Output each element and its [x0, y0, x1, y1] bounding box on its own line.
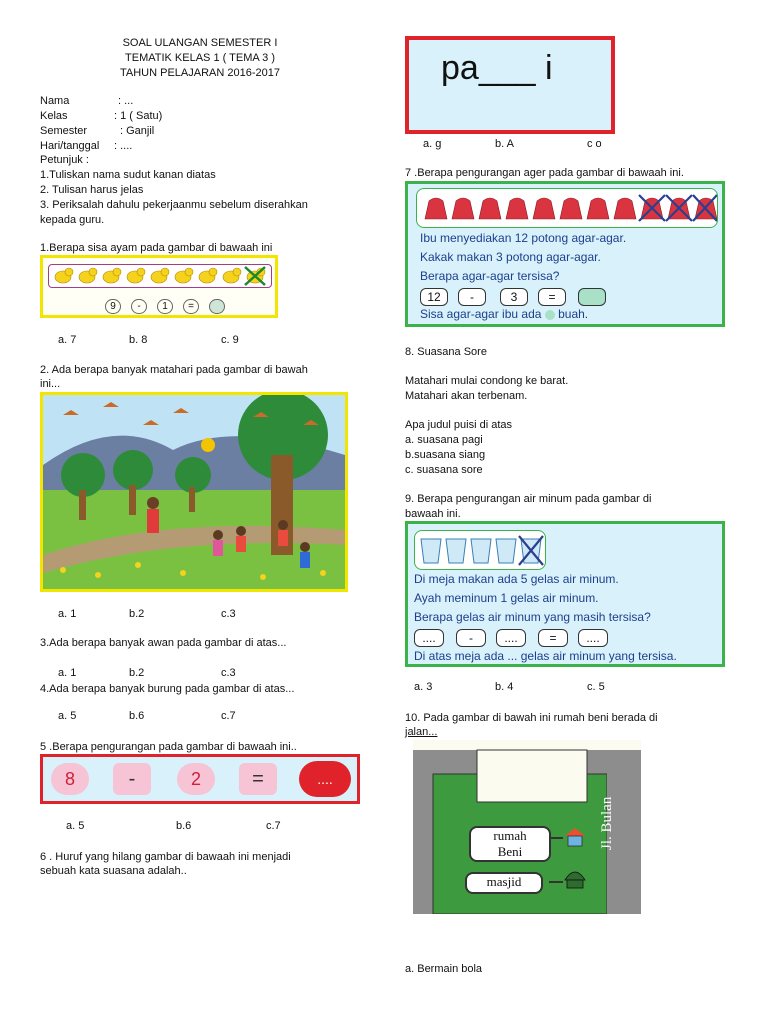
q1-option-b[interactable]: b. 8: [129, 334, 148, 346]
q10-text-2: jalan...: [405, 726, 438, 738]
q6-option-c[interactable]: c o: [587, 138, 602, 150]
instruction-3: 3. Periksalah dahulu pekerjaanmu sebelum diserahkan: [40, 199, 308, 211]
q5-eq-equals: =: [239, 763, 277, 795]
q8-option-a[interactable]: a. suasana pagi: [405, 434, 483, 446]
q9-line-1: Di meja makan ada 5 gelas air minum.: [414, 572, 619, 586]
header-line-3: TAHUN PELAJARAN 2016-2017: [120, 67, 280, 79]
q3-option-c[interactable]: c.3: [221, 667, 236, 679]
q4-option-c[interactable]: c.7: [221, 710, 236, 722]
q6-word: pa___ i: [441, 49, 553, 87]
q5-eq-2: 2: [177, 763, 215, 795]
instruction-4: kepada guru.: [40, 214, 105, 226]
q6-option-b[interactable]: b. A: [495, 138, 514, 150]
nama-value: : ...: [118, 95, 134, 107]
q1-answer-blank: [209, 299, 225, 314]
q7-text: 7 .Berapa pengurangan ager pada gambar di bawaah ini.: [405, 167, 684, 179]
q1-eq-equals: =: [183, 299, 199, 314]
q1-eq-9: 9: [105, 299, 121, 314]
q5-answer-blank: ....: [299, 761, 351, 797]
rumah-label-line-1: rumah: [493, 828, 527, 843]
masjid-label: masjid: [465, 872, 543, 894]
hari-value: : ....: [114, 140, 133, 152]
q1-text: 1.Berapa sisa ayam pada gambar di bawaah ini: [40, 242, 273, 254]
q7-answer-dot: [545, 310, 555, 320]
q1-eq-1: 1: [157, 299, 173, 314]
q3-text: 3.Ada berapa banyak awan pada gambar di atas...: [40, 637, 287, 649]
q8-question: Apa judul puisi di atas: [405, 419, 513, 431]
glasses-frame: [414, 530, 546, 570]
q5-eq-8: 8: [51, 763, 89, 795]
q9-eq-minus: -: [456, 629, 486, 647]
q2-option-a[interactable]: a. 1: [58, 608, 77, 620]
q6-text-1: 6 . Huruf yang hilang gambar di bawaah ini menjadi: [40, 851, 291, 863]
rumah-label-line-2: Beni: [497, 844, 523, 859]
hari-label: Hari/tanggal: [40, 140, 100, 152]
q5-eq-minus: -: [113, 763, 151, 795]
q8-poem-1: Matahari mulai condong ke barat.: [405, 375, 569, 387]
q1-chicks-picture: [40, 255, 278, 318]
q8-poem-2: Matahari akan terbenam.: [405, 390, 528, 402]
q7-line-1: Ibu menyediakan 12 potong agar-agar.: [420, 231, 627, 245]
q7-line-2: Kakak makan 3 potong agar-agar.: [420, 250, 601, 264]
q5-text: 5 .Berapa pengurangan pada gambar di bawaah ini..: [40, 741, 297, 753]
q5-option-c[interactable]: c.7: [266, 820, 281, 832]
q1-option-c[interactable]: c. 9: [221, 334, 239, 346]
petunjuk-label: Petunjuk :: [40, 154, 89, 166]
chicks-frame: [48, 264, 272, 288]
q9-answer-line: Di atas meja ada ... gelas air minum yang tersisa.: [414, 649, 677, 663]
q7-answer-line: [420, 307, 588, 321]
q10-option-a[interactable]: a. Bermain bola: [405, 963, 483, 975]
q1-eq-minus: -: [131, 299, 147, 314]
rumah-beni-label: [469, 826, 551, 862]
nama-label: Nama: [40, 95, 70, 107]
semester-label: Semester: [40, 125, 88, 137]
q4-text: 4.Ada berapa banyak burung pada gambar di atas...: [40, 683, 295, 695]
q1-option-a[interactable]: a. 7: [58, 334, 77, 346]
q9-option-a[interactable]: a. 3: [414, 681, 433, 693]
header-line-1: SOAL ULANGAN SEMESTER I: [122, 37, 278, 49]
q7-eq-3: 3: [500, 288, 528, 306]
q7-answer-b: buah.: [558, 307, 589, 321]
q9-option-c[interactable]: c. 5: [587, 681, 605, 693]
q8-title: 8. Suasana Sore: [405, 346, 487, 358]
q8-option-c[interactable]: c. suasana sore: [405, 464, 483, 476]
q7-answer-blank: [578, 288, 606, 306]
q3-option-a[interactable]: a. 1: [58, 667, 77, 679]
park-scene-illustration: [43, 395, 345, 589]
q7-eq-equals: =: [538, 288, 566, 306]
q9-eq-blank-1: ....: [414, 629, 444, 647]
q6-text-2: sebuah kata suasana adalah..: [40, 865, 187, 877]
header-line-2: TEMATIK KELAS 1 ( TEMA 3 ): [125, 52, 275, 64]
q7-line-3: Berapa agar-agar tersisa?: [420, 269, 560, 283]
instruction-1: 1.Tuliskan nama sudut kanan diatas: [40, 169, 216, 181]
q7-eq-12: 12: [420, 288, 448, 306]
semester-value: : Ganjil: [120, 125, 155, 137]
q9-eq-blank-3: ....: [578, 629, 608, 647]
q9-eq-equals: =: [538, 629, 568, 647]
q6-word-picture: [405, 36, 615, 134]
sun-icon: [201, 438, 215, 452]
q2-text-1: 2. Ada berapa banyak matahari pada gambar di bawah: [40, 364, 308, 376]
q3-option-b[interactable]: b.2: [129, 667, 145, 679]
q9-glasses-picture: [405, 521, 725, 667]
q9-line-3: Berapa gelas air minum yang masih tersisa?: [414, 610, 651, 624]
q10-text-1: 10. Pada gambar di bawah ini rumah beni berada di: [405, 712, 658, 724]
q4-option-b[interactable]: b.6: [129, 710, 145, 722]
q9-text-2: bawaah ini.: [405, 508, 461, 520]
q6-option-a[interactable]: a. g: [423, 138, 442, 150]
q7-eq-minus: -: [458, 288, 486, 306]
q2-option-b[interactable]: b.2: [129, 608, 145, 620]
q9-option-b[interactable]: b. 4: [495, 681, 514, 693]
q2-option-c[interactable]: c.3: [221, 608, 236, 620]
q5-equation-picture: [40, 754, 360, 804]
q8-option-b[interactable]: b.suasana siang: [405, 449, 486, 461]
q2-text-2: ini...: [40, 378, 61, 390]
glass-icons: [415, 531, 545, 569]
q5-option-b[interactable]: b.6: [176, 820, 192, 832]
q9-line-2: Ayah meminum 1 gelas air minum.: [414, 591, 599, 605]
q9-eq-blank-2: ....: [496, 629, 526, 647]
agar-frame: [416, 188, 718, 228]
kelas-value: : 1 ( Satu): [114, 110, 163, 122]
q5-option-a[interactable]: a. 5: [66, 820, 85, 832]
q10-map-picture: [413, 740, 641, 914]
agar-slice-icons: [417, 189, 717, 227]
q7-answer-a: Sisa agar-agar ibu ada: [420, 307, 542, 321]
q9-text-1: 9. Berapa pengurangan air minum pada gambar di: [405, 493, 652, 505]
instruction-2: 2. Tulisan harus jelas: [40, 184, 144, 196]
q2-scene-picture: [40, 392, 348, 592]
q7-agar-picture: [405, 181, 725, 327]
chick-icons: [49, 265, 271, 287]
kelas-label: Kelas: [40, 110, 68, 122]
q4-option-a[interactable]: a. 5: [58, 710, 77, 722]
street-label: Jl. Bulan: [599, 796, 615, 850]
